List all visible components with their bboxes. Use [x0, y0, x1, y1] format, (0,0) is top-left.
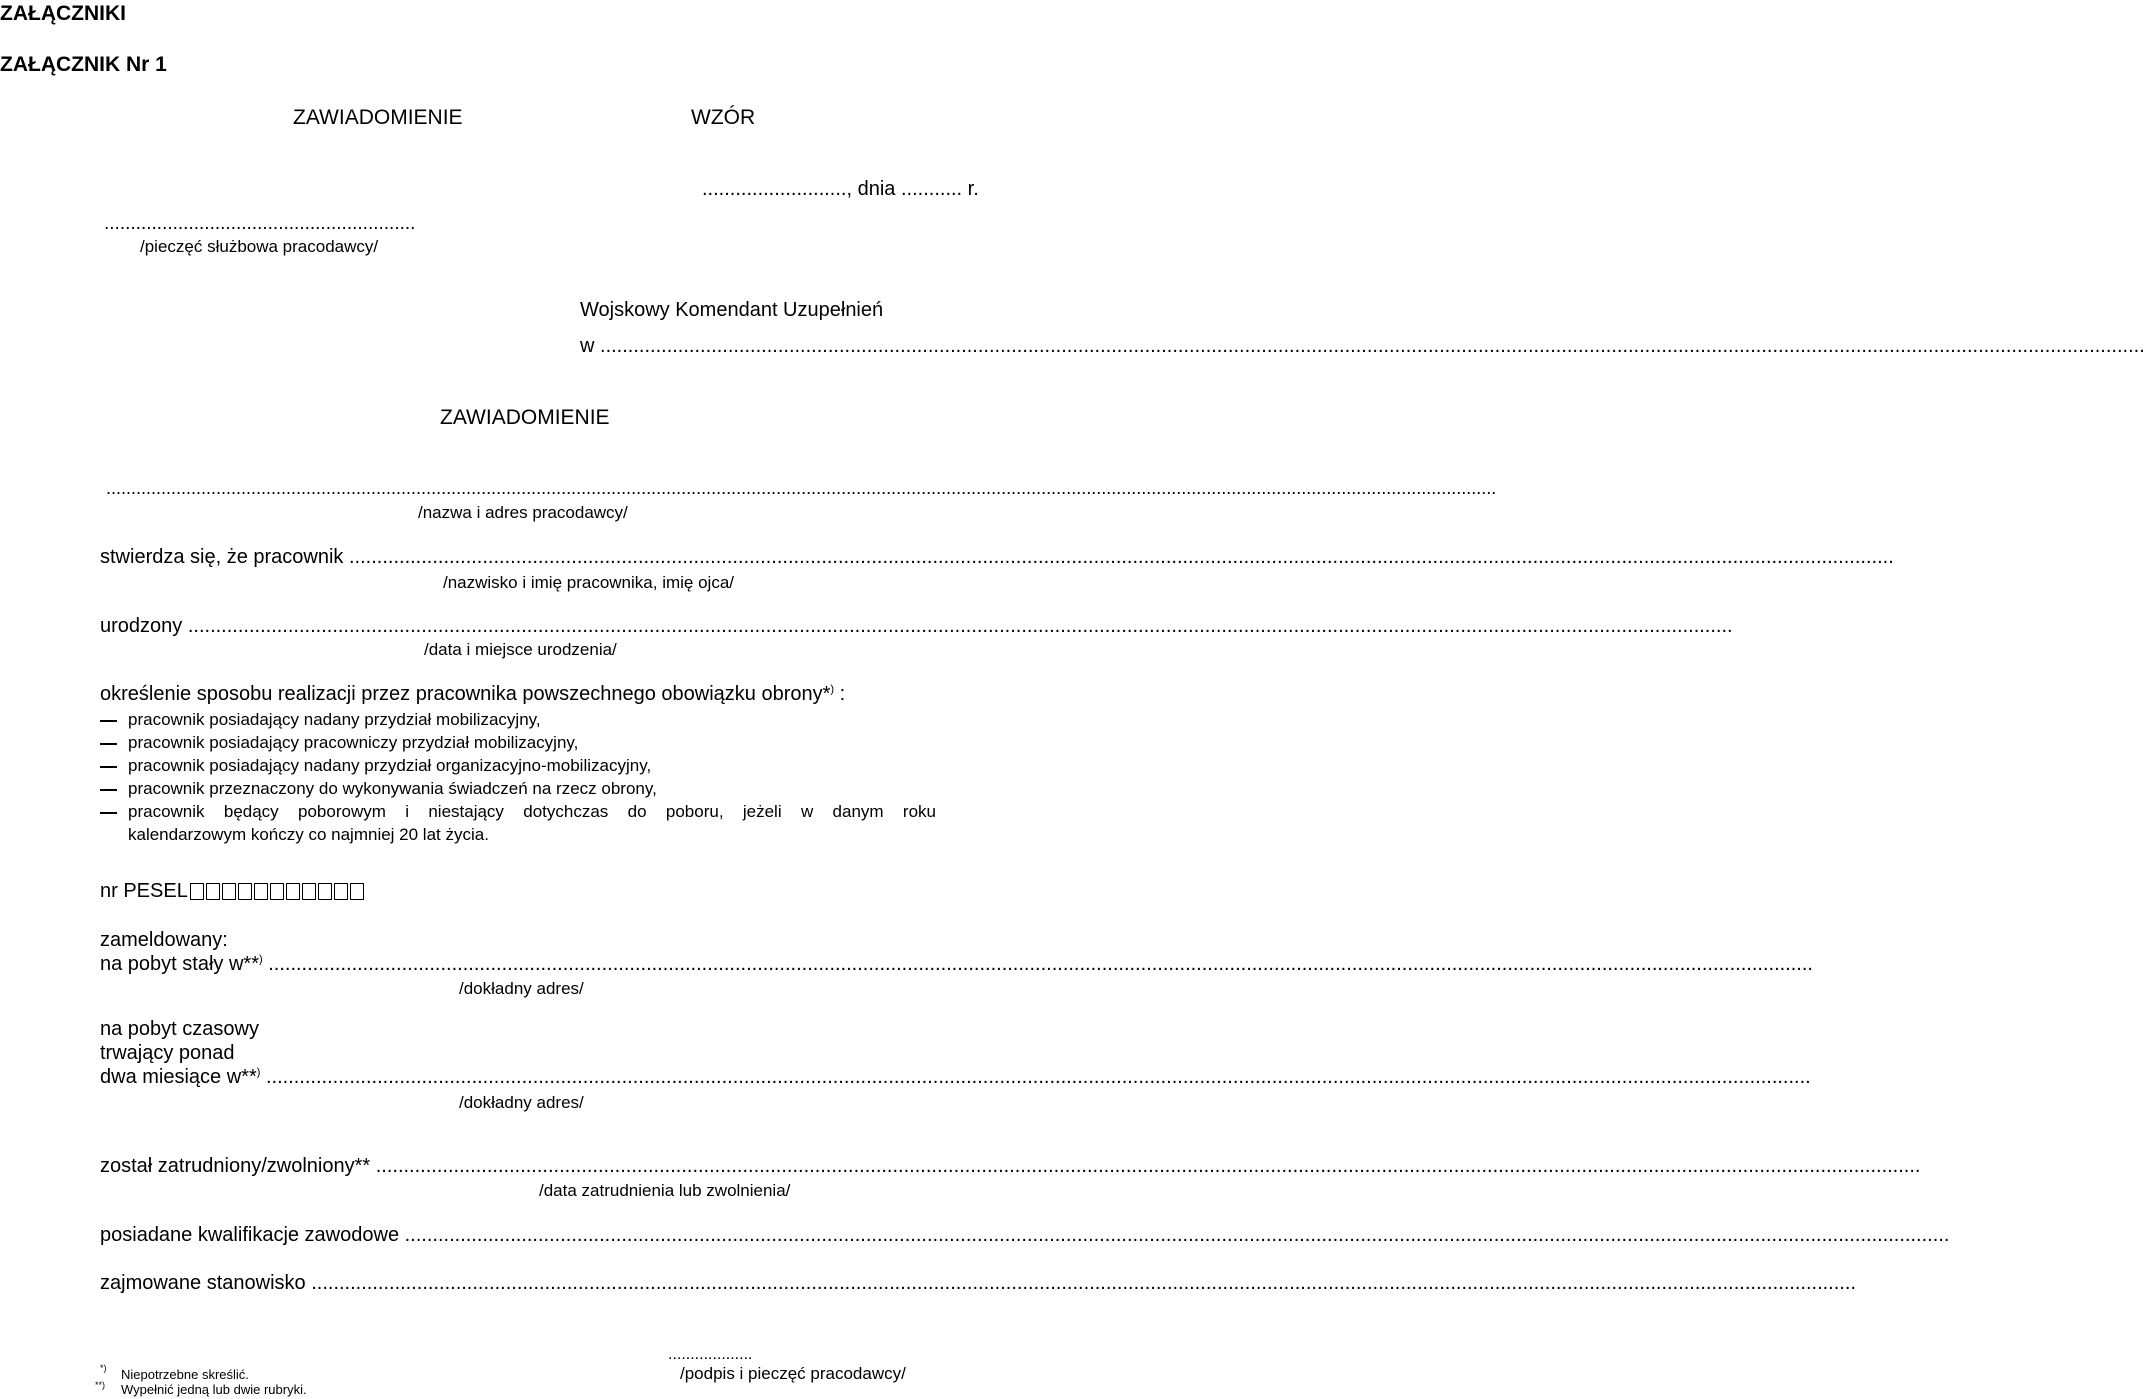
- employee-dots: [349, 546, 937, 569]
- employment-label: /data zatrudnienia lub zwolnienia/: [539, 1181, 791, 1200]
- permanent-sup: ): [258, 953, 263, 966]
- employer-label: /nazwa i adres pracodawcy/: [418, 503, 628, 522]
- footnote-mark: **): [95, 1380, 106, 1390]
- recipient-w: w: [580, 335, 595, 357]
- employment-prefix: został zatrudniony/zwolniony**: [100, 1155, 371, 1177]
- pesel-digit-box[interactable]: [302, 883, 316, 900]
- pesel-digit-box[interactable]: [206, 883, 220, 900]
- duty-item: pracownik posiadający nadany przydział mobilizacyjny,: [128, 710, 541, 729]
- recipient-line2: [580, 335, 900, 358]
- footnote-text: Niepotrzebne skreślić.: [121, 1367, 249, 1382]
- pesel-label: nr PESEL: [100, 880, 188, 902]
- pesel-boxes[interactable]: [190, 883, 366, 900]
- employment-dots: [376, 1155, 924, 1178]
- duty-item: pracownik posiadający pracowniczy przydział mobilizacyjny,: [128, 733, 579, 752]
- duty-heading-text: określenie sposobu realizacji przez pracownika powszechnego obowiązku obrony*: [100, 683, 831, 705]
- qualifications-dots: [405, 1224, 925, 1247]
- permanent-line: [100, 953, 960, 976]
- birth-dots: [188, 615, 953, 638]
- temp-line1: na pobyt czasowy: [100, 1018, 259, 1040]
- qualifications-line: [100, 1224, 960, 1247]
- date-line: [702, 178, 979, 201]
- pesel-digit-box[interactable]: [238, 883, 252, 900]
- footnote-text: Wypełnić jedną lub dwie rubryki.: [121, 1382, 307, 1397]
- qualifications-prefix: posiadane kwalifikacje zawodowe: [100, 1224, 400, 1246]
- birth-line: [100, 615, 960, 638]
- pesel-digit-box[interactable]: [318, 883, 332, 900]
- duty-item: pracownik przeznaczony do wykonywania świadczeń na rzecz obrony,: [128, 779, 657, 798]
- employment-line: [100, 1155, 960, 1178]
- employee-label: /nazwisko i imię pracownika, imię ojca/: [443, 573, 734, 592]
- date-dots: ...........: [900, 178, 963, 200]
- duty-heading: [100, 683, 845, 706]
- temp-sup: ): [256, 1066, 261, 1079]
- birth-label: /data i miejsce urodzenia/: [424, 640, 617, 659]
- pesel-digit-box[interactable]: [254, 883, 268, 900]
- employer-dots: [106, 478, 956, 499]
- pesel-digit-box[interactable]: [222, 883, 236, 900]
- temp-line2: trwający ponad: [100, 1042, 235, 1064]
- dash-icon: [100, 743, 117, 745]
- signature-label: /podpis i pieczęć pracodawcy/: [680, 1364, 906, 1383]
- stamp-dots: ...........................................................: [104, 213, 416, 234]
- temp-prefix: dwa miesiące w**: [100, 1066, 257, 1088]
- sample-label: WZÓR: [691, 106, 756, 129]
- document-title: ZAWIADOMIENIE: [440, 406, 610, 429]
- position-prefix: zajmowane stanowisko: [100, 1272, 306, 1294]
- pesel-digit-box[interactable]: [270, 883, 284, 900]
- temp-label: /dokładny adres/: [459, 1093, 584, 1112]
- pesel-digit-box[interactable]: [350, 883, 364, 900]
- pesel-digit-box[interactable]: [190, 883, 204, 900]
- attachments-heading: ZAŁĄCZNIKI: [0, 2, 126, 25]
- dash-icon: [100, 766, 117, 768]
- signature-dots: ...................: [668, 1346, 753, 1363]
- employee-prefix: stwierdza się, że pracownik: [100, 546, 344, 568]
- temp-dots: [266, 1066, 936, 1089]
- recipient-dots: [600, 335, 890, 358]
- date-dnia: , dnia: [846, 178, 896, 200]
- recipient-line1: Wojskowy Komendant Uzupełnień: [580, 299, 884, 321]
- notice-heading: ZAWIADOMIENIE: [293, 106, 463, 129]
- pesel-digit-box[interactable]: [286, 883, 300, 900]
- duty-heading-sup: ): [830, 683, 835, 696]
- birth-prefix: urodzony: [100, 615, 183, 637]
- dash-icon: [100, 789, 117, 791]
- date-suffix: r.: [967, 178, 979, 200]
- pesel-digit-box[interactable]: [334, 883, 348, 900]
- dash-icon: [100, 720, 117, 722]
- attachment-number: ZAŁĄCZNIK Nr 1: [0, 53, 167, 76]
- footnote-mark: *): [100, 1363, 107, 1373]
- stamp-label: /pieczęć służbowa pracodawcy/: [140, 237, 379, 256]
- residence-heading: zameldowany:: [100, 929, 228, 951]
- duty-item: pracownik będący poborowym i niestający dotychczas do poboru, jeżeli w danym roku: [128, 802, 936, 821]
- pesel-line: [100, 880, 366, 903]
- employee-line: [100, 546, 960, 569]
- date-place-dots: ..........................: [702, 178, 847, 200]
- duty-item-continued: kalendarzowym kończy co najmniej 20 lat życia.: [128, 825, 489, 844]
- permanent-prefix: na pobyt stały w**: [100, 953, 259, 975]
- duty-heading-colon: :: [839, 683, 846, 705]
- position-line: [100, 1272, 960, 1295]
- permanent-label: /dokładny adres/: [459, 979, 584, 998]
- permanent-dots: [268, 953, 933, 976]
- dash-icon: [100, 812, 117, 814]
- duty-item: pracownik posiadający nadany przydział organizacyjno-mobilizacyjny,: [128, 756, 652, 775]
- position-dots: [311, 1272, 933, 1295]
- temp-line3: [100, 1066, 960, 1089]
